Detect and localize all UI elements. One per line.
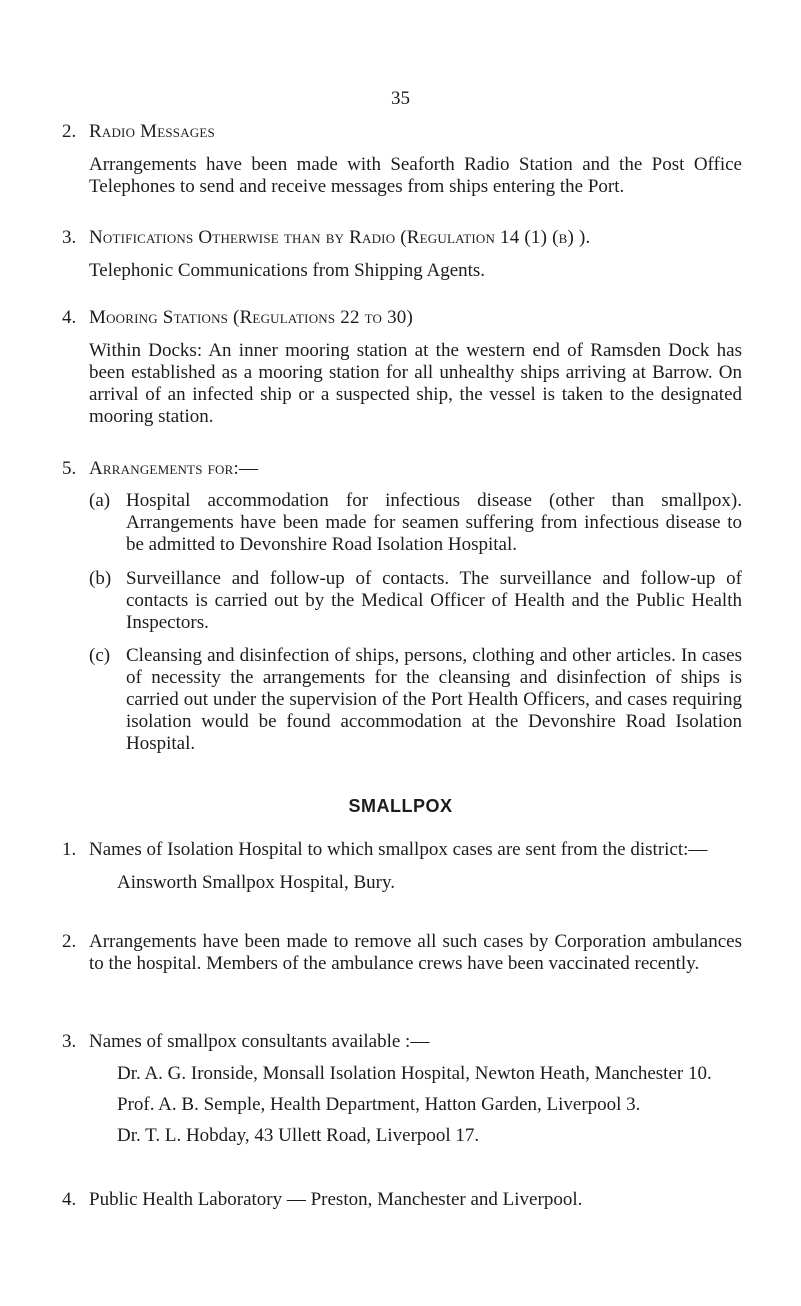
smallpox-item-3 — [62, 1031, 742, 1147]
smallpox-item-4 — [62, 1189, 742, 1211]
item-letter: (b) — [89, 568, 112, 589]
arrangement-item-a — [89, 490, 742, 556]
section-notifications — [62, 227, 742, 282]
section-arrangements — [62, 458, 742, 480]
section-radio-messages — [62, 121, 742, 198]
item-number: 3. — [62, 1031, 77, 1052]
item-number: 2. — [62, 931, 77, 952]
item-letter: (a) — [89, 490, 111, 511]
item-text: Arrangements have been made to remove all such cases by Corporation ambulances to the hospital. Members of the ambulance crews have been vaccinated recently. — [89, 931, 742, 974]
smallpox-item-2 — [62, 931, 742, 975]
section-body: Telephonic Communications from Shipping Agents. — [89, 260, 486, 281]
consultant-entry: Prof. A. B. Semple, Health Department, Hatton Garden, Liverpool 3. — [117, 1094, 641, 1115]
hospital-name: Ainsworth Smallpox Hospital, Bury. — [117, 872, 395, 893]
section-mooring-stations — [62, 307, 742, 428]
section-number: 2. — [62, 121, 77, 142]
item-text: Public Health Laboratory — Preston, Manchester and Liverpool. — [89, 1189, 583, 1210]
section-number: 5. — [62, 458, 77, 479]
section-heading: Arrangements for:— — [89, 458, 259, 479]
consultant-entry: Dr. T. L. Hobday, 43 Ullett Road, Liverpool 17. — [117, 1125, 480, 1146]
arrangement-item-b — [89, 568, 742, 634]
consultant-entry: Dr. A. G. Ironside, Monsall Isolation Hospital, Newton Heath, Manchester 10. — [117, 1063, 712, 1084]
item-text: Names of smallpox consultants available :— — [89, 1031, 430, 1052]
arrangement-item-c — [89, 645, 742, 755]
section-number: 3. — [62, 227, 77, 248]
section-body: Arrangements have been made with Seaforth Radio Station and the Post Office Telephones to send and receive messages from ships entering the Port. — [89, 154, 742, 197]
smallpox-title: SMALLPOX — [348, 796, 453, 816]
section-heading: Mooring Stations (Regulations 22 to 30) — [89, 307, 413, 328]
item-letter: (c) — [89, 645, 111, 666]
item-number: 1. — [62, 839, 77, 860]
section-body: Within Docks: An inner mooring station at the western end of Ramsden Dock has been established as a mooring station for all unhealthy ships arriving at Barrow. On arrival of an infected ship or a suspected ship, the vessel is taken to the designated mooring station. — [89, 340, 742, 427]
item-text: Names of Isolation Hospital to which smallpox cases are sent from the district:— — [89, 839, 708, 860]
page-number: 35 — [391, 88, 410, 109]
section-number: 4. — [62, 307, 77, 328]
section-heading: Radio Messages — [89, 121, 215, 142]
item-text: Surveillance and follow-up of contacts. The surveillance and follow-up of contacts is carried out by the Medical Officer of Health and the Public Health Inspectors. — [126, 568, 742, 633]
item-text: Hospital accommodation for infectious disease (other than smallpox). Arrangements have been made for seamen suffering from infectious disease to be admitted to Devonshire Road Isolation Hospital. — [126, 490, 742, 555]
item-text: Cleansing and disinfection of ships, persons, clothing and other articles. In cases of necessity the arrangements for the cleansing and disinfection of ships is carried out under the supervision of the Port Health Officers, and cases requiring isolation would be found accommodation at the Devonshire Road Isolation Hospital. — [126, 645, 742, 754]
item-number: 4. — [62, 1189, 77, 1210]
section-heading: Notifications Otherwise than by Radio (Regulation 14 (1) (b) ). — [89, 227, 591, 248]
smallpox-item-1 — [62, 839, 742, 894]
